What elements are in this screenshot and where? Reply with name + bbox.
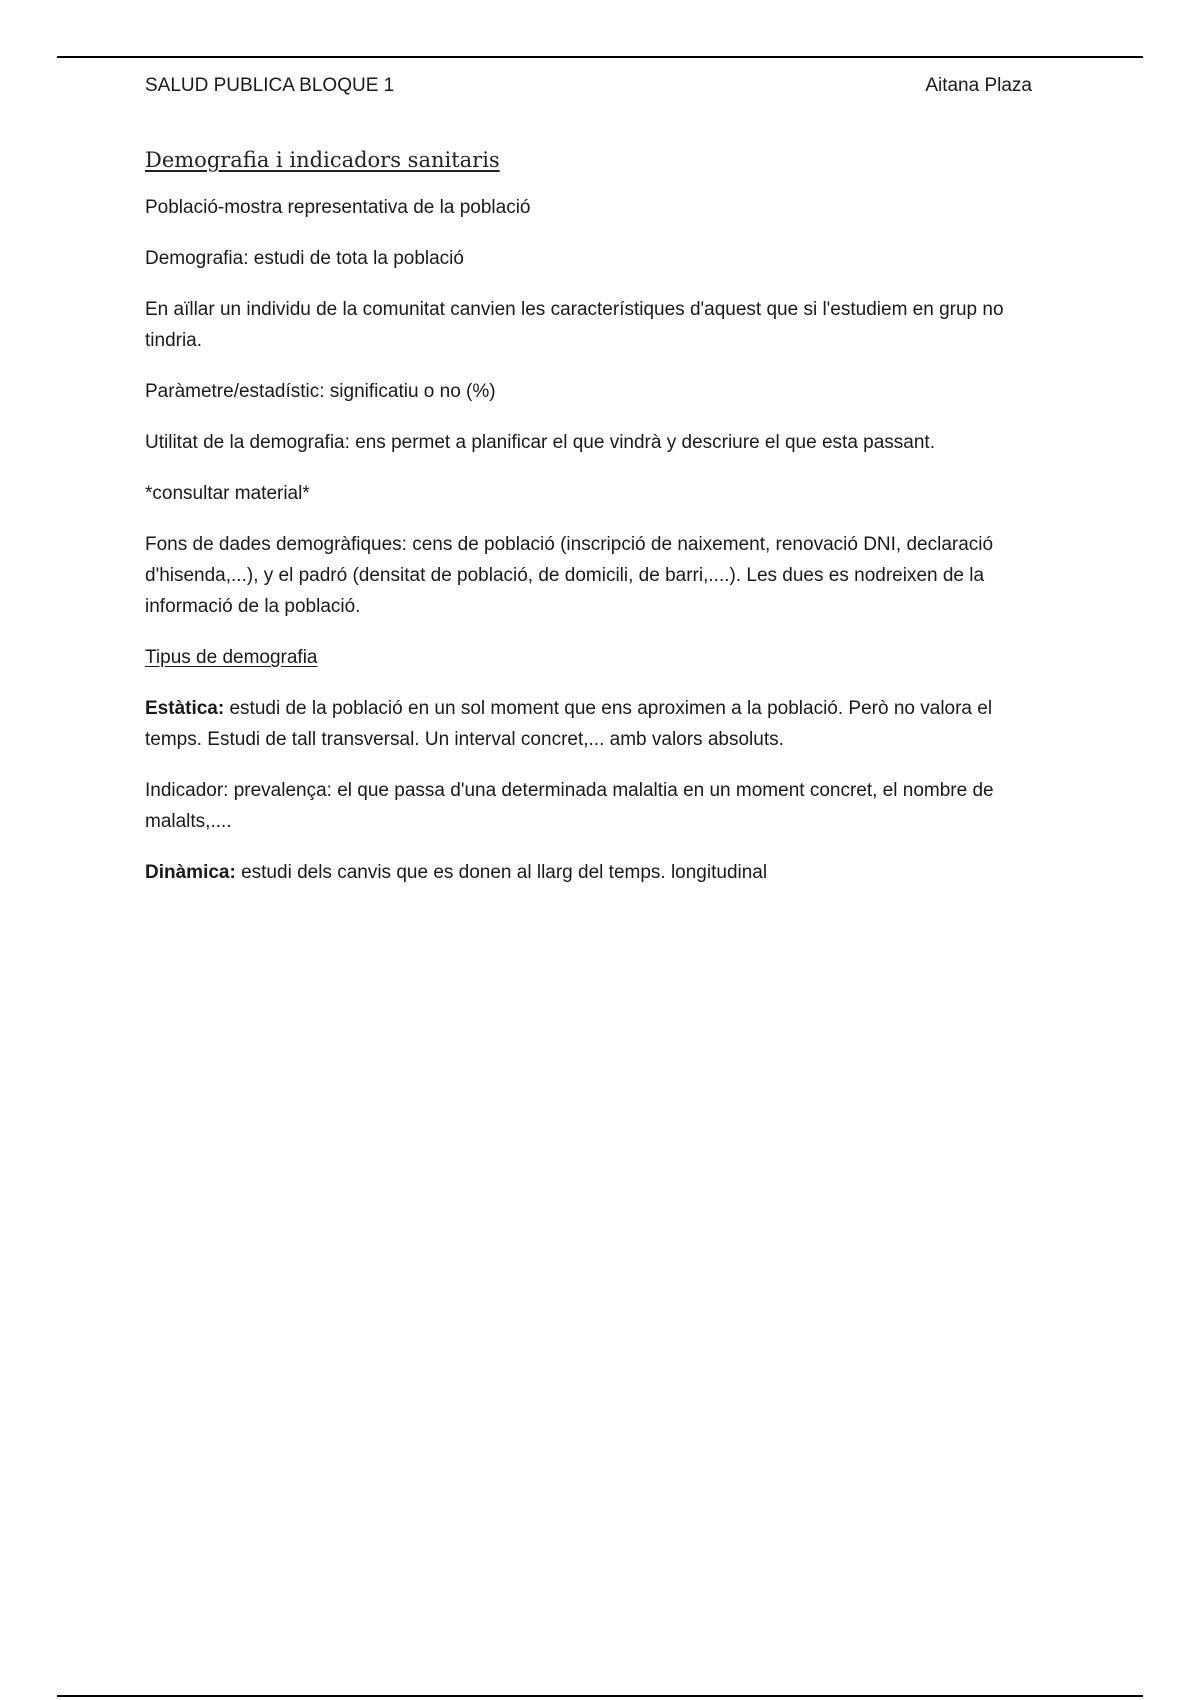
paragraph-dinamica	[145, 857, 1045, 888]
paragraph-utilitat: Utilitat de la demografia: ens permet a planificar el que vindrà y descriure el que esta passant.	[145, 432, 935, 453]
paragraph-indicador: Indicador: prevalença: el que passa d'una determinada malaltia en un moment concret, el nombre de malalts,....	[145, 780, 994, 832]
header-author: Aitana Plaza	[925, 75, 1032, 96]
document-body	[145, 146, 1045, 908]
definition-dinamica: estudi dels canvis que es donen al llarg del temps. longitudinal	[235, 862, 768, 883]
document-title: Demografia i indicadors sanitaris	[145, 148, 500, 172]
paragraph-aillar-individu: En aïllar un individu de la comunitat canvien les característiques d'aquest que si l'estudiem en grup no tindria.	[145, 299, 1004, 351]
paragraph-estatica	[145, 693, 1045, 755]
paragraph-parametre: Paràmetre/estadístic: significatiu o no (%)	[145, 381, 496, 402]
footer-rule	[57, 1695, 1143, 1697]
header-course-title: SALUD PUBLICA BLOQUE 1	[145, 75, 395, 96]
paragraph-consultar-material: *consultar material*	[145, 483, 310, 504]
subheading-tipus-demografia: Tipus de demografia	[145, 647, 318, 668]
header-rule	[57, 56, 1143, 58]
term-estatica: Estàtica:	[145, 698, 225, 719]
page-header	[145, 74, 1032, 98]
paragraph-fons-de-dades: Fons de dades demogràfiques: cens de població (inscripció de naixement, renovació DNI, declaració d'hisenda,...), y el padró (densitat de població, de domicili, de barri,....). Les dues es nodreixen de la informació de la població.	[145, 534, 994, 617]
paragraph-poblacio: Població-mostra representativa de la població	[145, 197, 531, 218]
definition-estatica: estudi de la població en un sol moment que ens aproximen a la població. Però no valora el temps. Estudi de tall transversal. Un interval concret,... amb valors absoluts.	[145, 698, 993, 750]
paragraph-demografia: Demografia: estudi de tota la població	[145, 248, 464, 269]
term-dinamica: Dinàmica:	[145, 862, 236, 883]
